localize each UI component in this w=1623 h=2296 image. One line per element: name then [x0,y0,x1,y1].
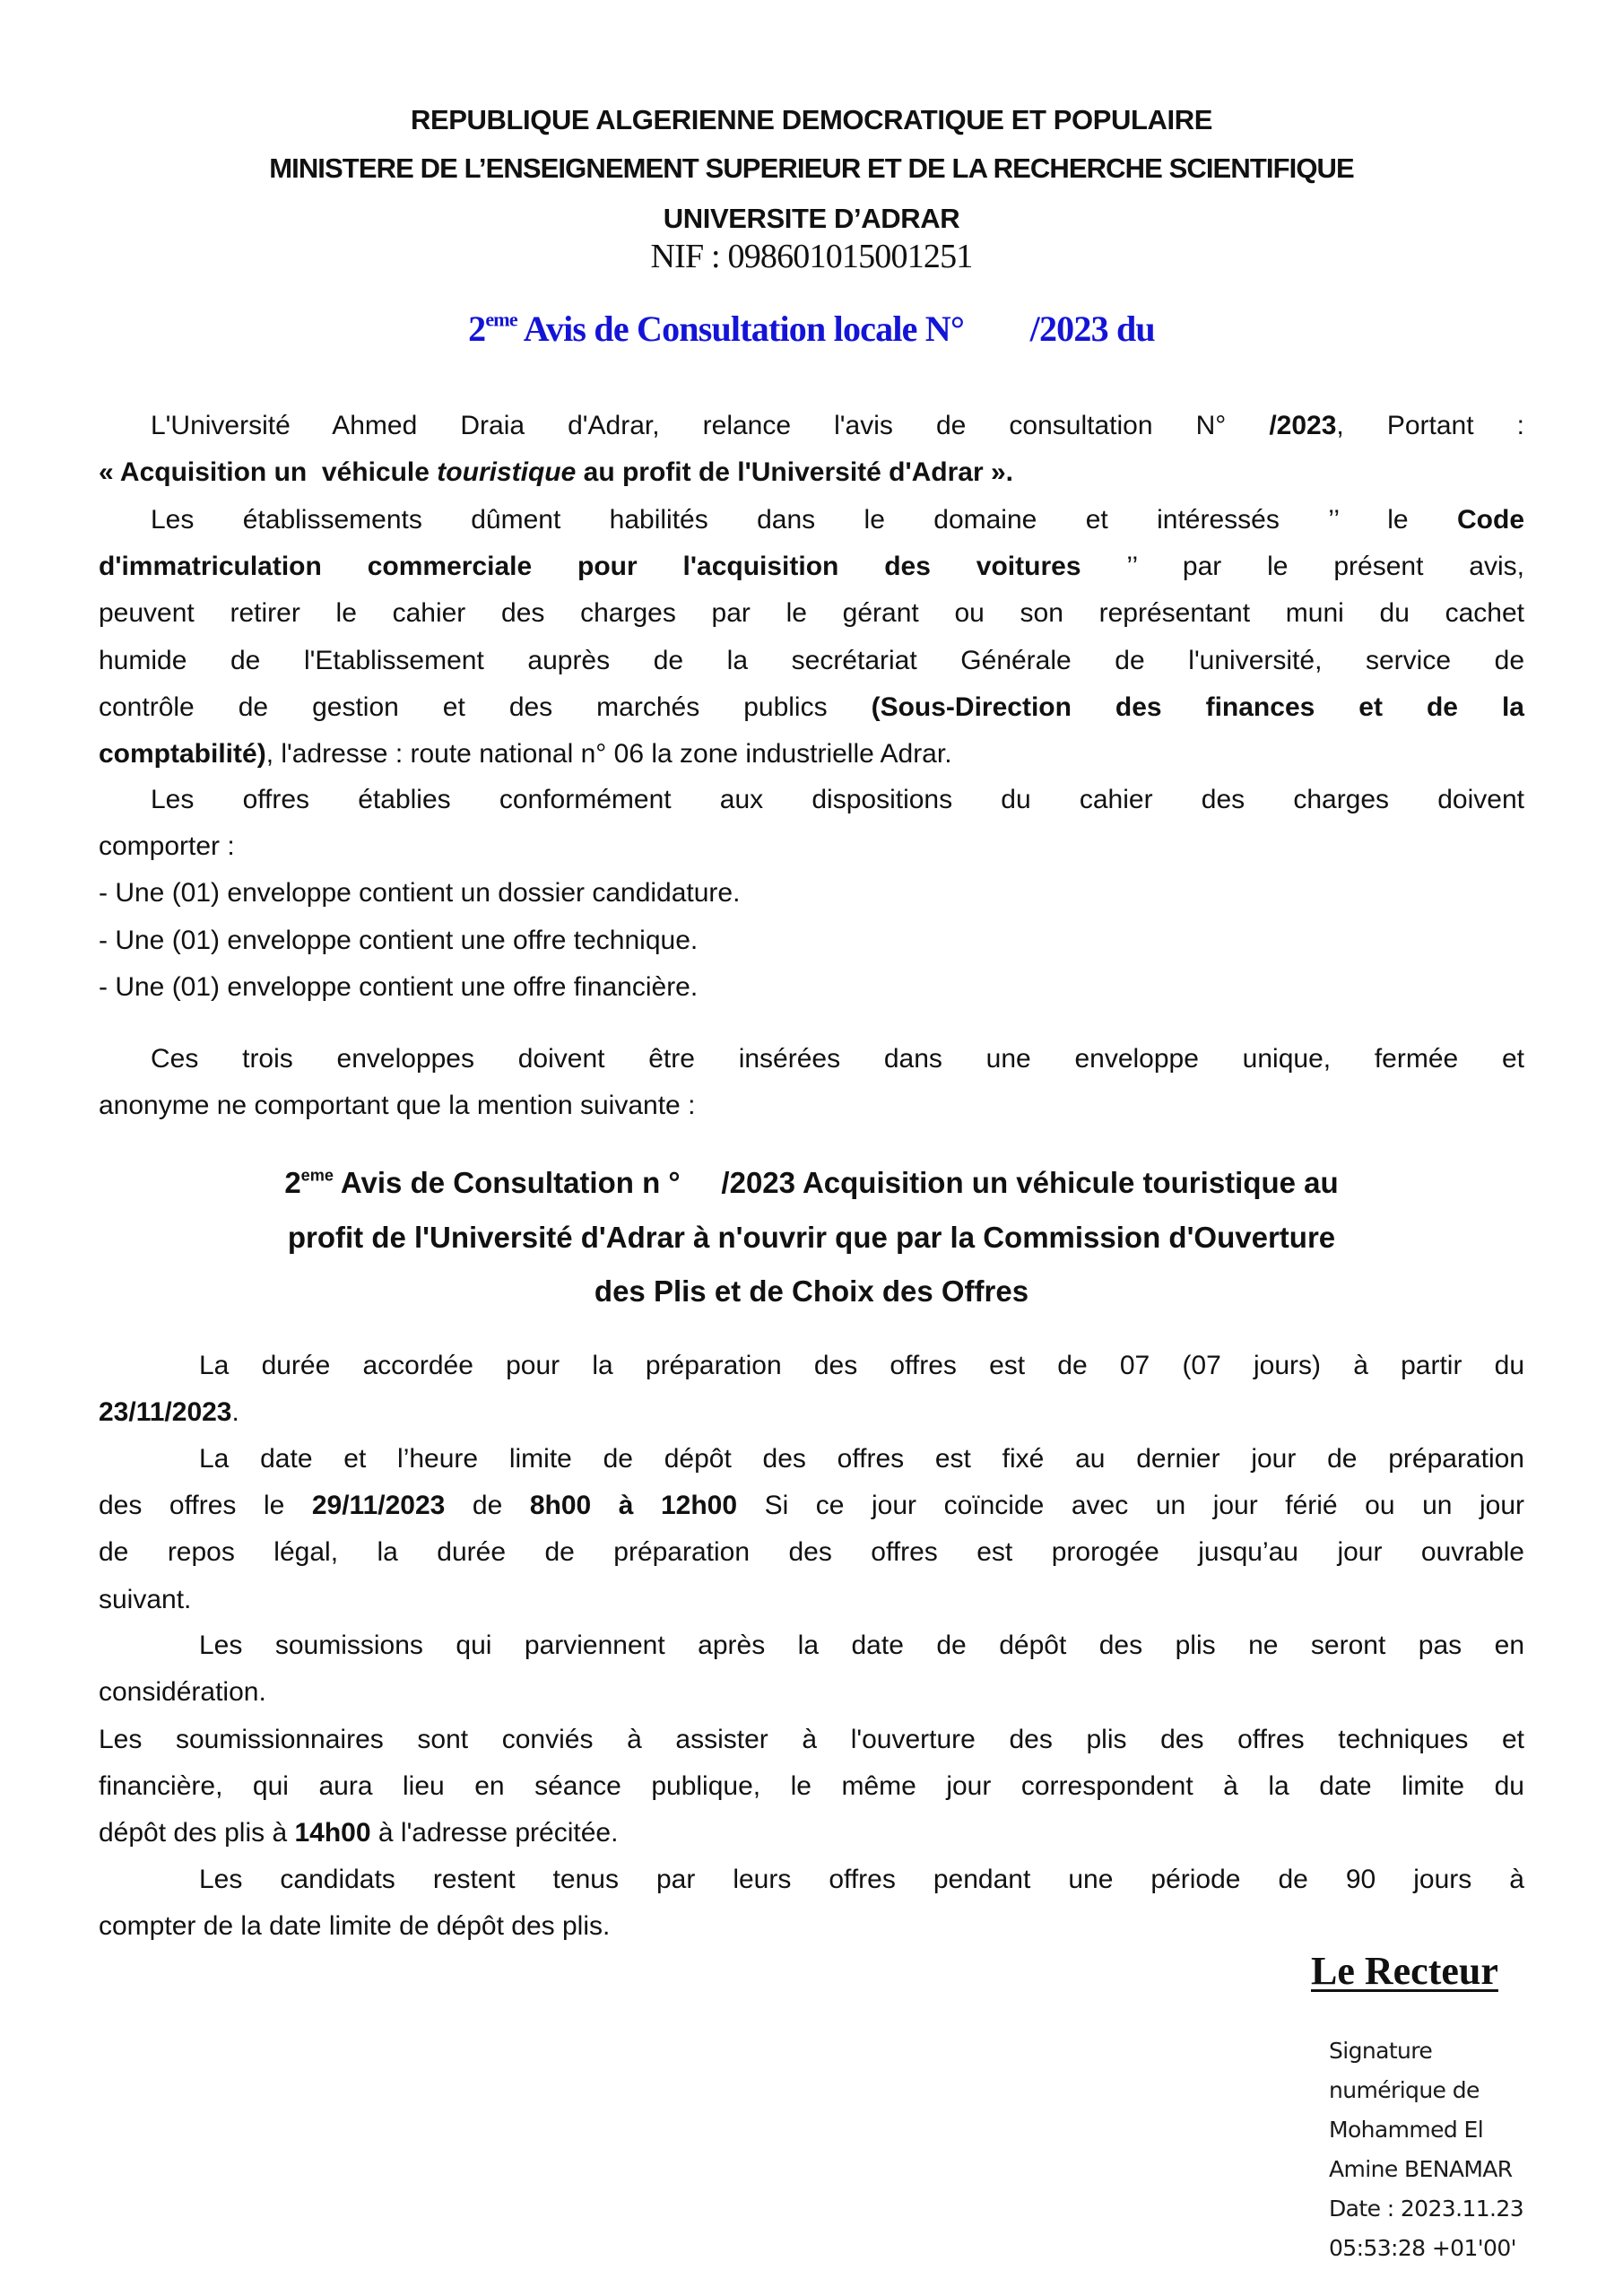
text-line [99,403,1524,449]
text-segment: Les candidats restent tenus par leurs offres pendant une période de 90 jours à [199,1865,1524,1894]
paragraph-late-submissions [99,1622,1524,1716]
bold-text: 8h00 à 12h00 [529,1491,738,1521]
text-line [99,544,1524,590]
text-line [99,1903,1524,1950]
mention-ordinal-suffix: eme [300,1166,334,1185]
text-segment: Les soumissions qui parviennent après la date de dépôt des plis ne seront pas en [199,1631,1524,1660]
title-ordinal: 2 [468,309,486,349]
envelope-mention [99,1156,1524,1319]
bold-text: au profit de l'Université d'Adrar ». [576,457,1014,488]
text-segment: Les soumissionnaires sont conviés à assister à l'ouverture des plis des offres techniques et [99,1725,1524,1754]
text-line [99,964,1524,1011]
text-line [99,777,1524,823]
paragraph-validity [99,1857,1524,1950]
bold-text: 23/11/2023 [99,1397,232,1428]
text-line [99,823,1524,870]
text-line [99,449,1524,496]
text-line [99,638,1524,684]
text-line [99,1083,1524,1129]
mention-line-3: des Plis et de Choix des Offres [594,1274,1029,1308]
mention-line-2: profit de l'Université d'Adrar à n'ouvrir que par la Commission d'Ouverture [287,1220,1336,1254]
text-line [99,684,1524,731]
bold-text: touristique [437,457,577,488]
text-line [99,1810,1524,1857]
bold-text: d'immatriculation commerciale pour l'acquisition des voitures [99,552,1081,582]
signature-line: Amine BENAMAR [1329,2156,1513,2182]
text-line [99,1577,1524,1623]
bold-text: 29/11/2023 [311,1491,446,1521]
text-segment: des offres le [99,1491,312,1521]
text-segment: de [445,1491,530,1521]
header-university: UNIVERSITE D’ADRAR [663,203,960,234]
text-segment: compter de la date limite de dépôt des plis. [99,1911,611,1942]
text-line [99,1763,1524,1810]
text-segment: Ces trois enveloppes doivent être insérées dans une enveloppe unique, fermée et [151,1044,1524,1074]
text-line [99,590,1524,637]
text-segment: anonyme ne comportant que la mention suivante : [99,1091,696,1121]
text-line [99,1483,1524,1529]
signature-line: Signature [1329,2038,1433,2064]
digital-signature [1329,2031,1523,2268]
text-segment: L'Université Ahmed Draia d'Adrar, relance l'avis de consultation N° [151,411,1270,440]
text-line [99,918,1524,964]
signature-line: Mohammed El [1329,2117,1484,2143]
text-segment: peuvent retirer le cahier des charges par le gérant ou son représentant muni du cachet [99,598,1524,629]
mention-line-1 [99,1156,1524,1211]
mention-line-1-text: Avis de Consultation n ° /2023 Acquisition un véhicule touristique au [333,1166,1339,1199]
bold-text: comptabilité) [99,738,266,769]
text-line [99,1857,1524,1903]
text-segment: La date et l’heure limite de dépôt des offres est fixé au dernier jour de préparation [199,1444,1524,1474]
bold-text: /2023 [1269,411,1337,440]
text-segment: Les offres établies conformément aux dispositions du cahier des charges doivent [151,785,1524,814]
text-segment: - Une (01) enveloppe contient une offre financière. [99,971,699,1002]
text-segment: , Portant : [1336,411,1524,440]
text-line [99,497,1524,544]
text-segment: . [231,1397,239,1428]
bold-text: (Sous-Direction des finances et de la [871,691,1524,722]
text-line [99,1343,1524,1389]
text-line [99,1622,1524,1669]
text-segment: dépôt des plis à [99,1818,295,1848]
signature-line: 05:53:28 +01'00' [1329,2235,1516,2261]
text-segment: suivant. [99,1584,192,1614]
text-segment: humide de l'Etablissement auprès de la secrétariat Générale de l'université, service de [99,645,1524,675]
text-segment: ’’ par le présent avis, [1081,552,1524,582]
bold-text: Code [1457,505,1524,535]
paragraph-duration [99,1343,1524,1436]
paragraph-offers-content [99,777,1524,1011]
text-line [99,1389,1524,1436]
text-line [99,870,1524,917]
text-segment: La durée accordée pour la préparation des offres est de 07 (07 jours) à partir du [199,1351,1524,1380]
text-segment: - Une (01) enveloppe contient un dossier candidature. [99,878,741,909]
paragraph-relaunch [99,403,1524,496]
bold-text: « Acquisition un véhicule [99,457,438,488]
signatory-title: Le Recteur [1311,1949,1498,1993]
text-line [99,1669,1524,1716]
text-segment: , l'adresse : route national n° 06 la zone industrielle Adrar. [265,738,952,769]
paragraph-deadline [99,1436,1524,1623]
header-ministry: MINISTERE DE L’ENSEIGNEMENT SUPERIEUR ET DE LA RECHERCHE SCIENTIFIQUE [269,152,1354,184]
title-ordinal-suffix: eme [485,308,517,331]
signature-line: numérique de [1329,2077,1480,2103]
text-segment: de repos légal, la durée de préparation des offres est prorogée jusqu’au jour ouvrable [99,1537,1524,1568]
text-segment: contrôle de gestion et des marchés publics [99,691,872,722]
text-segment: Si ce jour coïncide avec un jour férié ou un jour [737,1491,1525,1521]
mention-ordinal: 2 [284,1166,301,1199]
text-line [99,1436,1524,1483]
text-line [99,731,1524,778]
paragraph-eligibility [99,497,1524,778]
header-republic: REPUBLIQUE ALGERIENNE DEMOCRATIQUE ET POPULAIRE [410,104,1213,135]
bold-text: 14h00 [294,1818,371,1848]
notice-title [0,308,1623,350]
text-segment: financière, qui aura lieu en séance publique, le même jour correspondent à la date limite du [99,1771,1524,1802]
signature-line: Date : 2023.11.23 [1329,2196,1524,2222]
text-segment: à l'adresse précitée. [370,1818,619,1848]
nif-number: NIF : 098601015001251 [650,238,973,275]
paragraph-public-opening [99,1717,1524,1857]
title-text: Avis de Consultation locale N° /2023 du [516,309,1155,349]
text-segment: considération. [99,1677,266,1708]
text-segment: comporter : [99,831,235,862]
paragraph-envelopes [99,1036,1524,1129]
text-line [99,1529,1524,1576]
text-segment: Les établissements dûment habilités dans le domaine et intéressés ’’ le [151,505,1457,535]
text-line [99,1717,1524,1763]
text-segment: - Une (01) enveloppe contient une offre technique. [99,925,699,955]
text-line [99,1036,1524,1083]
